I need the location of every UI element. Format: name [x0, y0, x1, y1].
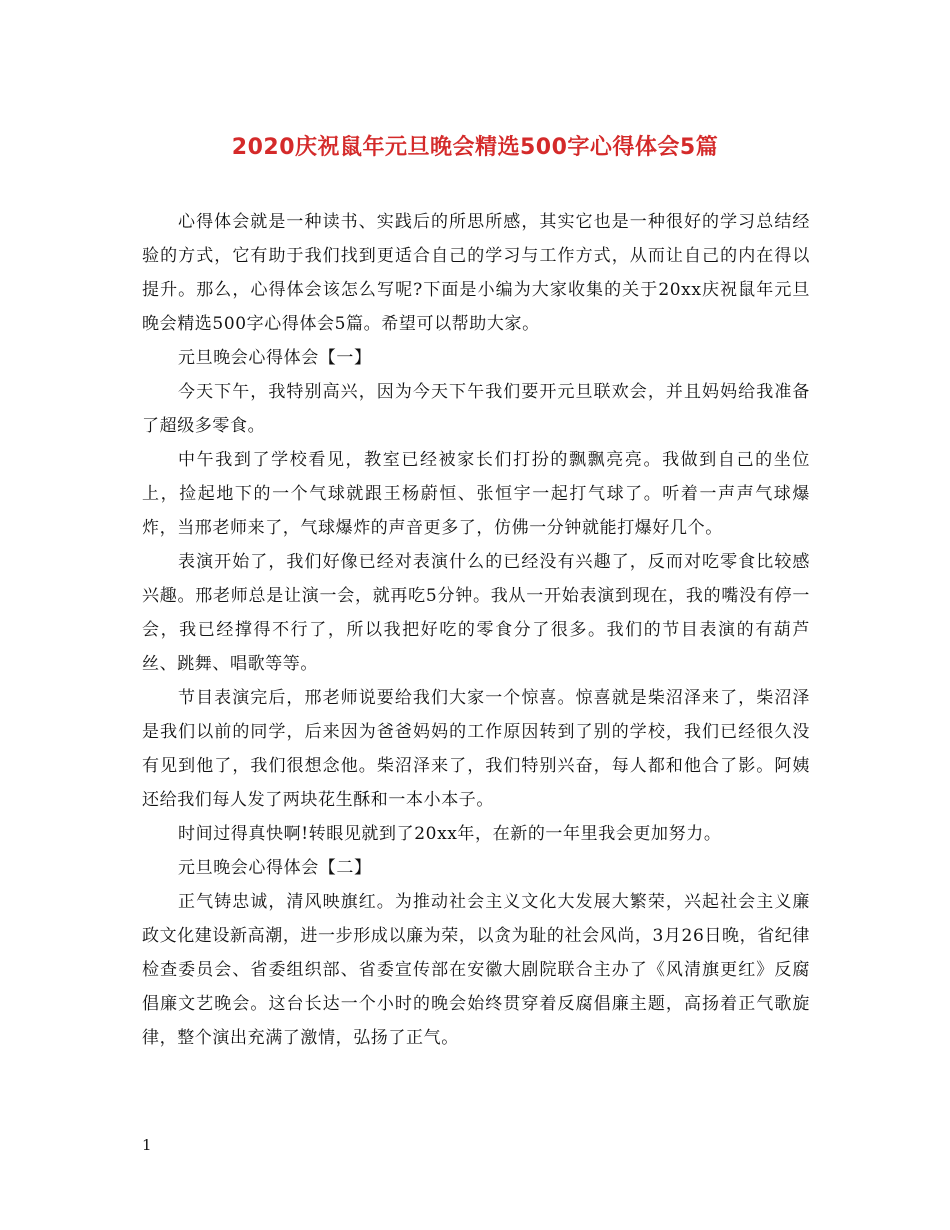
section-heading-1: 元旦晚会心得体会【一】 — [178, 348, 372, 368]
document-body — [142, 205, 810, 1055]
document-title: 2020庆祝鼠年元旦晚会精选500字心得体会5篇 — [231, 135, 719, 160]
section1-paragraph: 今天下午，我特别高兴，因为今天下午我们要开元旦联欢会，并且妈妈给我准备了超级多零食。 — [142, 382, 810, 436]
page-number: 1 — [142, 1136, 152, 1154]
section1-paragraph: 中午我到了学校看见，教室已经被家长们打扮的飘飘亮亮。我做到自己的坐位上，捡起地下的一个气球就跟王杨蔚恒、张恒宇一起打气球了。听着一声声气球爆炸，当邢老师来了，气球爆炸的声音更多了，仿佛一分钟就能打爆好几个。 — [142, 450, 810, 538]
section-heading-2: 元旦晚会心得体会【二】 — [178, 858, 372, 878]
intro-paragraph: 心得体会就是一种读书、实践后的所思所感，其实它也是一种很好的学习总结经验的方式，它有助于我们找到更适合自己的学习与工作方式，从而让自己的内在得以提升。那么，心得体会该怎么写呢?下面是小编为大家收集的关于20xx庆祝鼠年元旦晚会精选500字心得体会5篇。希望可以帮助大家。 — [142, 212, 810, 334]
section1-paragraph: 时间过得真快啊!转眼见就到了20xx年，在新的一年里我会更加努力。 — [178, 824, 722, 844]
section1-paragraph: 表演开始了，我们好像已经对表演什么的已经没有兴趣了，反而对吃零食比较感兴趣。邢老师总是让演一会，就再吃5分钟。我从一开始表演到现在，我的嘴没有停一会，我已经撑得不行了，所以我把好吃的零食分了很多。我们的节目表演的有葫芦丝、跳舞、唱歌等等。 — [142, 552, 810, 674]
section2-paragraph: 正气铸忠诚，清风映旗红。为推动社会主义文化大发展大繁荣，兴起社会主义廉政文化建设新高潮，进一步形成以廉为荣，以贪为耻的社会风尚，3月26日晚，省纪律检查委员会、省委组织部、省委宣传部在安徽大剧院联合主办了《风清旗更红》反腐倡廉文艺晚会。这台长达一个小时的晚会始终贯穿着反腐倡廉主题，高扬着正气歌旋律，整个演出充满了激情，弘扬了正气。 — [142, 892, 810, 1048]
section1-paragraph: 节目表演完后，邢老师说要给我们大家一个惊喜。惊喜就是柴沼泽来了，柴沼泽是我们以前的同学，后来因为爸爸妈妈的工作原因转到了别的学校，我们已经很久没有见到他了，我们很想念他。柴沼泽来了，我们特别兴奋，每人都和他合了影。阿姨还给我们每人发了两块花生酥和一本小本子。 — [142, 688, 810, 810]
